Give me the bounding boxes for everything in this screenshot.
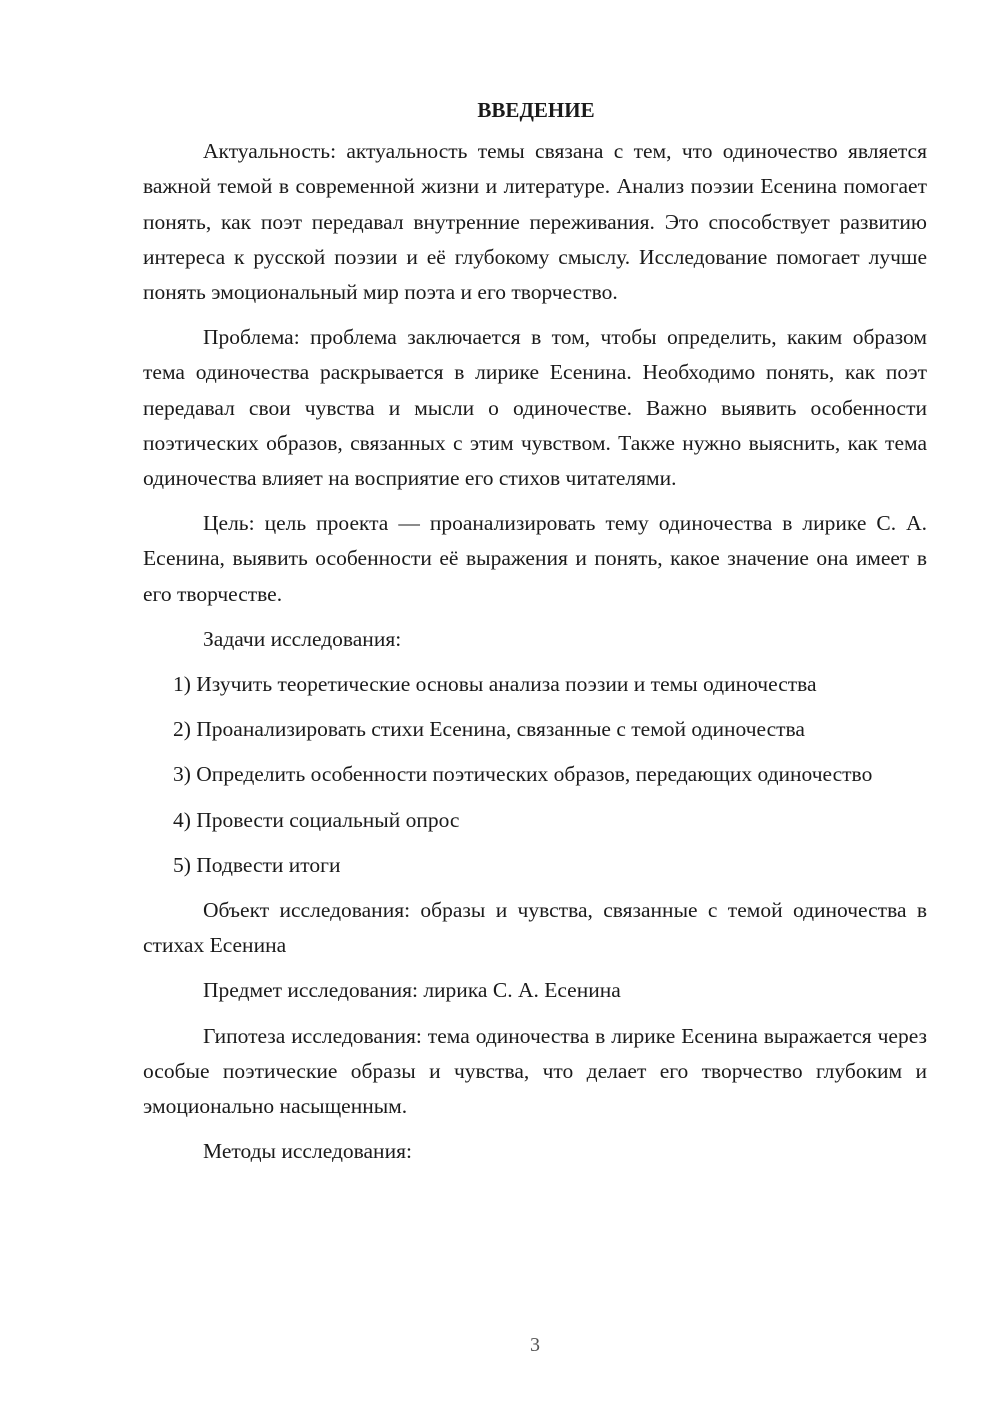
task-item-2: 2) Проанализировать стихи Есенина, связанные с темой одиночества: [173, 717, 805, 742]
subject-paragraph: Предмет исследования: лирика С. А. Есенина: [203, 978, 621, 1003]
task-item-1: 1) Изучить теоретические основы анализа поэзии и темы одиночества: [173, 672, 817, 697]
problem-paragraph: Проблема: проблема заключается в том, чтобы определить, каким образом тема одиночества раскрывается в лирике Есенина. Необходимо понять, как поэт передавал свои чувства и мысли о одиночестве. Важно выявить особенности поэтических образов, связанных с этим чувством. Также нужно выяснить, как тема одиночества влияет на восприятие его стихов читателями.: [143, 325, 927, 491]
task-item-3: 3) Определить особенности поэтических образов, передающих одиночество: [173, 762, 873, 787]
section-title: ВВЕДЕНИЕ: [477, 98, 595, 122]
object-paragraph: Объект исследования: образы и чувства, связанные с темой одиночества в стихах Есенина: [143, 898, 927, 958]
relevance-paragraph: Актуальность: актуальность темы связана с тем, что одиночество является важной темой в современной жизни и литературе. Анализ поэзии Есенина помогает понять, как поэт передавал внутренние переживания. Это способствует развитию интереса к русской поэзии и её глубокому смыслу. Исследование помогает лучше понять эмоциональный мир поэта и его творчество.: [143, 139, 927, 305]
page-content: [143, 93, 927, 1169]
goal-paragraph: Цель: цель проекта — проанализировать тему одиночества в лирике С. А. Есенина, выявить особенности её выражения и понять, какое значение она имеет в его творчестве.: [143, 511, 927, 606]
page-number: 3: [530, 1334, 540, 1356]
task-item-4: 4) Провести социальный опрос: [173, 807, 460, 832]
task-item-5: 5) Подвести итоги: [173, 852, 341, 877]
methods-heading: Методы исследования:: [203, 1139, 412, 1164]
hypothesis-paragraph: Гипотеза исследования: тема одиночества в лирике Есенина выражается через особые поэтические образы и чувства, что делает его творчество глубоким и эмоционально насыщенным.: [143, 1023, 927, 1119]
tasks-heading: Задачи исследования:: [203, 626, 402, 651]
